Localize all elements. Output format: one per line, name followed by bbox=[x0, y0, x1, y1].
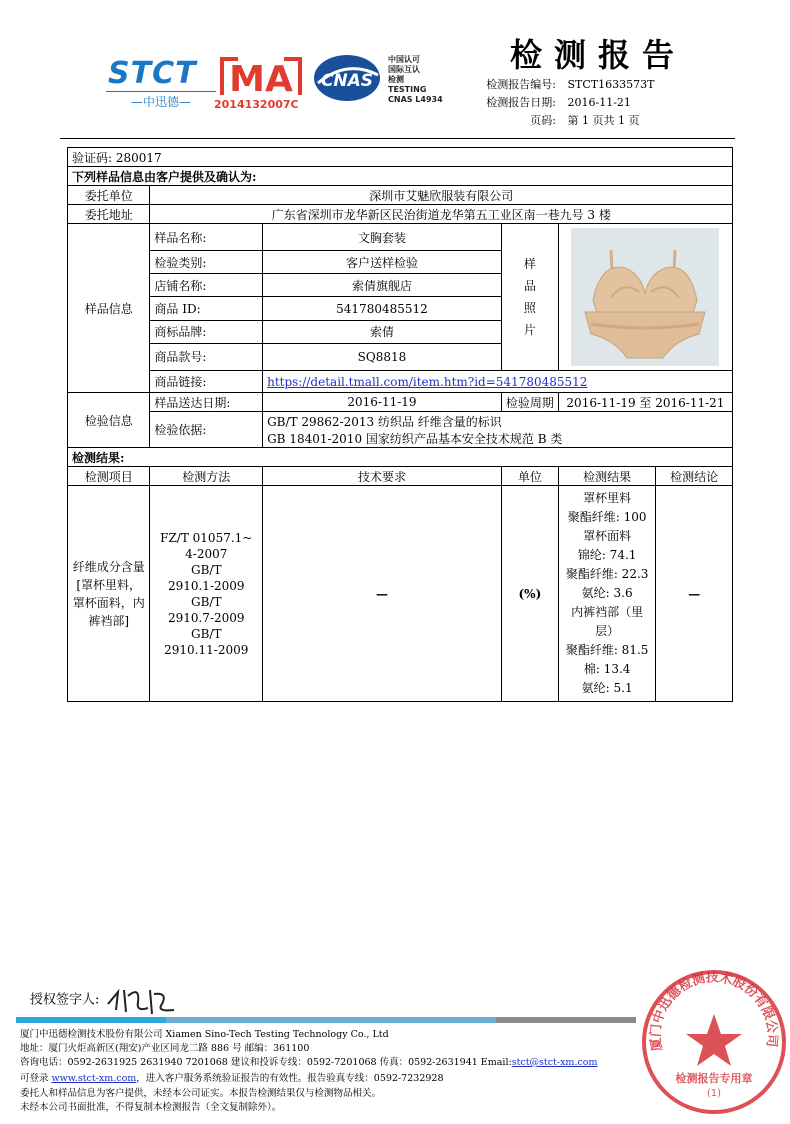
footer-address: 地址：厦门火炬高新区(翔安)产业区同龙二路 886 号 邮编：361100 bbox=[20, 1043, 310, 1054]
report-date-label: 检测报告日期: bbox=[486, 96, 556, 109]
result-unit: (%) bbox=[501, 486, 558, 702]
footer-note-1: 委托人和样品信息为客户提供，未经本公司证实。本报告检测结果仅与检测物品相关。 bbox=[20, 1088, 382, 1099]
method-line: 2910.11-2009 bbox=[164, 642, 249, 657]
store-name-value: 索倩旗舰店 bbox=[263, 274, 502, 297]
official-seal bbox=[640, 968, 788, 1116]
col-header-method: 检测方法 bbox=[150, 467, 263, 486]
report-date-row bbox=[470, 94, 631, 110]
footer-note-2: 未经本公司书面批准，不得复制本检测报告（全文复制除外）。 bbox=[20, 1102, 282, 1113]
cnas-line: CNAS L4934 bbox=[388, 95, 443, 104]
cnas-line: TESTING bbox=[388, 85, 427, 94]
method-line: 2910.1-2009 bbox=[167, 578, 245, 593]
sample-name-label: 样品名称: bbox=[150, 224, 263, 251]
result-values bbox=[558, 486, 656, 702]
result-line: 内裤裆部（里 bbox=[571, 605, 644, 619]
result-line: 氨纶: 5.1 bbox=[581, 681, 633, 695]
col-header-conclusion: 检测结论 bbox=[656, 467, 733, 486]
period-label: 检验周期 bbox=[505, 395, 554, 410]
basis-label: 检验依据: bbox=[150, 412, 263, 448]
address-label: 委托地址 bbox=[68, 205, 150, 224]
product-id-value: 541780485512 bbox=[263, 297, 502, 320]
sample-photo bbox=[571, 228, 719, 366]
signature-label: 授权签字人: bbox=[30, 992, 100, 1008]
result-conclusion: — bbox=[656, 486, 733, 702]
report-number: STCT1633573T bbox=[567, 78, 655, 91]
style-number-label: 商品款号: bbox=[150, 343, 263, 370]
cnas-logo bbox=[312, 53, 382, 103]
cnas-line: 国际互认 bbox=[388, 65, 420, 74]
result-line: 罩杯里料 bbox=[583, 491, 632, 505]
method-line: GB/T bbox=[191, 562, 222, 577]
client-value: 深圳市艾魅欣服装有限公司 bbox=[150, 186, 733, 205]
address-value: 广东省深圳市龙华新区民治街道龙华第五工业区南一巷九号 3 楼 bbox=[150, 205, 733, 224]
result-method bbox=[150, 486, 263, 702]
footer-phones bbox=[20, 1056, 598, 1069]
sample-type-value: 客户送样检验 bbox=[263, 251, 502, 274]
signature-image bbox=[104, 982, 184, 1018]
report-number-label: 检测报告编号: bbox=[486, 78, 556, 91]
store-name-label: 店铺名称: bbox=[150, 274, 263, 297]
footer-login-prefix: 可登录 bbox=[20, 1073, 52, 1084]
brand-label: 商标品牌: bbox=[150, 320, 263, 343]
ma-logo bbox=[218, 55, 304, 97]
basis-line: GB 18401-2010 国家纺织产品基本安全技术规范 B 类 bbox=[267, 431, 563, 446]
sample-type-label: 检验类别: bbox=[150, 251, 263, 274]
page-number-row bbox=[470, 112, 639, 128]
method-line: 4-2007 bbox=[185, 546, 228, 561]
seal-text: 厦门中迅德检测技术股份有限公司 bbox=[648, 970, 780, 1052]
page-number-label: 页码: bbox=[530, 114, 556, 127]
confirm-heading: 下列样品信息由客户提供及确认为: bbox=[68, 167, 733, 186]
brand-value: 索倩 bbox=[263, 320, 502, 343]
col-header-item: 检测项目 bbox=[68, 467, 150, 486]
sample-photo-cell bbox=[558, 224, 732, 371]
header-divider bbox=[60, 138, 735, 139]
method-line: 2910.7-2009 bbox=[167, 610, 245, 625]
result-line: 罩杯面料 bbox=[583, 529, 632, 543]
footer-login bbox=[20, 1072, 444, 1085]
col-header-unit: 单位 bbox=[501, 467, 558, 486]
footer-email[interactable]: stct@stct-xm.com bbox=[511, 1057, 598, 1068]
product-link-label: 商品链接: bbox=[150, 371, 263, 393]
basis-line: GB/T 29862-2013 纺织品 纤维含量的标识 bbox=[267, 414, 502, 429]
cnas-text bbox=[388, 55, 443, 105]
result-line: 棉: 13.4 bbox=[583, 662, 631, 676]
footer-bar-gray bbox=[496, 1017, 636, 1023]
result-requirement: — bbox=[263, 486, 502, 702]
page-number: 第 1 页共 1 页 bbox=[567, 114, 640, 127]
result-line: 聚酯纤维: 81.5 bbox=[565, 643, 649, 657]
ma-logo-text: MA bbox=[229, 59, 293, 97]
footer-bar-light bbox=[166, 1017, 496, 1023]
report-table bbox=[67, 147, 733, 702]
product-id-label: 商品 ID: bbox=[150, 297, 263, 320]
method-line: FZ/T 01057.1~ bbox=[160, 530, 253, 545]
product-link-cell bbox=[263, 371, 733, 393]
report-number-row bbox=[470, 76, 654, 92]
period-value: 2016-11-19 至 2016-11-21 bbox=[558, 393, 732, 412]
report-date: 2016-11-21 bbox=[567, 96, 631, 109]
inspect-info-label: 检验信息 bbox=[68, 393, 150, 448]
method-line: GB/T bbox=[191, 626, 222, 641]
sample-name-value: 文胸套装 bbox=[263, 224, 502, 251]
result-line: 氨纶: 3.6 bbox=[581, 586, 633, 600]
sample-photo-label-text: 样品照片 bbox=[523, 257, 536, 337]
product-link[interactable]: https://detail.tmall.com/item.htm?id=541780485512 bbox=[267, 374, 588, 389]
col-header-requirement: 技术要求 bbox=[263, 467, 502, 486]
cnas-logo-text: CNAS bbox=[320, 71, 374, 91]
cnas-line: 中国认可 bbox=[388, 55, 420, 64]
client-label: 委托单位 bbox=[68, 186, 150, 205]
footer-bar-blue bbox=[16, 1017, 166, 1023]
seal-num: (1) bbox=[706, 1088, 722, 1099]
basis-cell bbox=[263, 412, 733, 448]
result-item: 纤维成分含量[罩杯里料，罩杯面料，内裤裆部] bbox=[68, 486, 150, 702]
footer-login-suffix: ，进入客户服务系统验证报告的有效性。报告验真专线：0592-7232928 bbox=[136, 1073, 444, 1084]
report-title: 检测报告 bbox=[510, 36, 687, 74]
footer-website[interactable]: www.stct-xm.com bbox=[51, 1073, 137, 1084]
result-line: 锦纶: 74.1 bbox=[577, 548, 637, 562]
result-line: 聚酯纤维: 100 bbox=[567, 510, 647, 524]
result-line: 聚酯纤维: 22.3 bbox=[565, 567, 649, 581]
signature-row bbox=[30, 982, 184, 1018]
period-label-cell bbox=[501, 393, 558, 412]
method-line: GB/T bbox=[191, 594, 222, 609]
sample-photo-label bbox=[501, 224, 558, 371]
verify-code: 验证码: 280017 bbox=[68, 148, 733, 167]
received-date-label: 样品送达日期: bbox=[150, 393, 263, 412]
ma-code: 2014132007C bbox=[214, 98, 299, 111]
stct-logo: STCT bbox=[108, 56, 197, 91]
seal-sub: 检测报告专用章 bbox=[675, 1072, 753, 1085]
footer-company: 厦门中迅德检测技术股份有限公司 Xiamen Sino-Tech Testing Technology Co., Ltd bbox=[20, 1029, 389, 1040]
result-line: 层） bbox=[595, 624, 620, 638]
col-header-result: 检测结果 bbox=[558, 467, 656, 486]
sample-info-label: 样品信息 bbox=[68, 224, 150, 393]
style-number-value: SQ8818 bbox=[263, 343, 502, 370]
cnas-line: 检测 bbox=[388, 75, 404, 84]
results-heading: 检测结果: bbox=[68, 448, 733, 467]
footer-phones-text: 咨询电话：0592-2631925 2631940 7201068 建议和投诉专线：0592-7201068 传真：0592-2631941 Email: bbox=[20, 1057, 512, 1068]
stct-logo-sub: —中迅德— bbox=[106, 91, 216, 110]
received-date-value: 2016-11-19 bbox=[263, 393, 502, 412]
